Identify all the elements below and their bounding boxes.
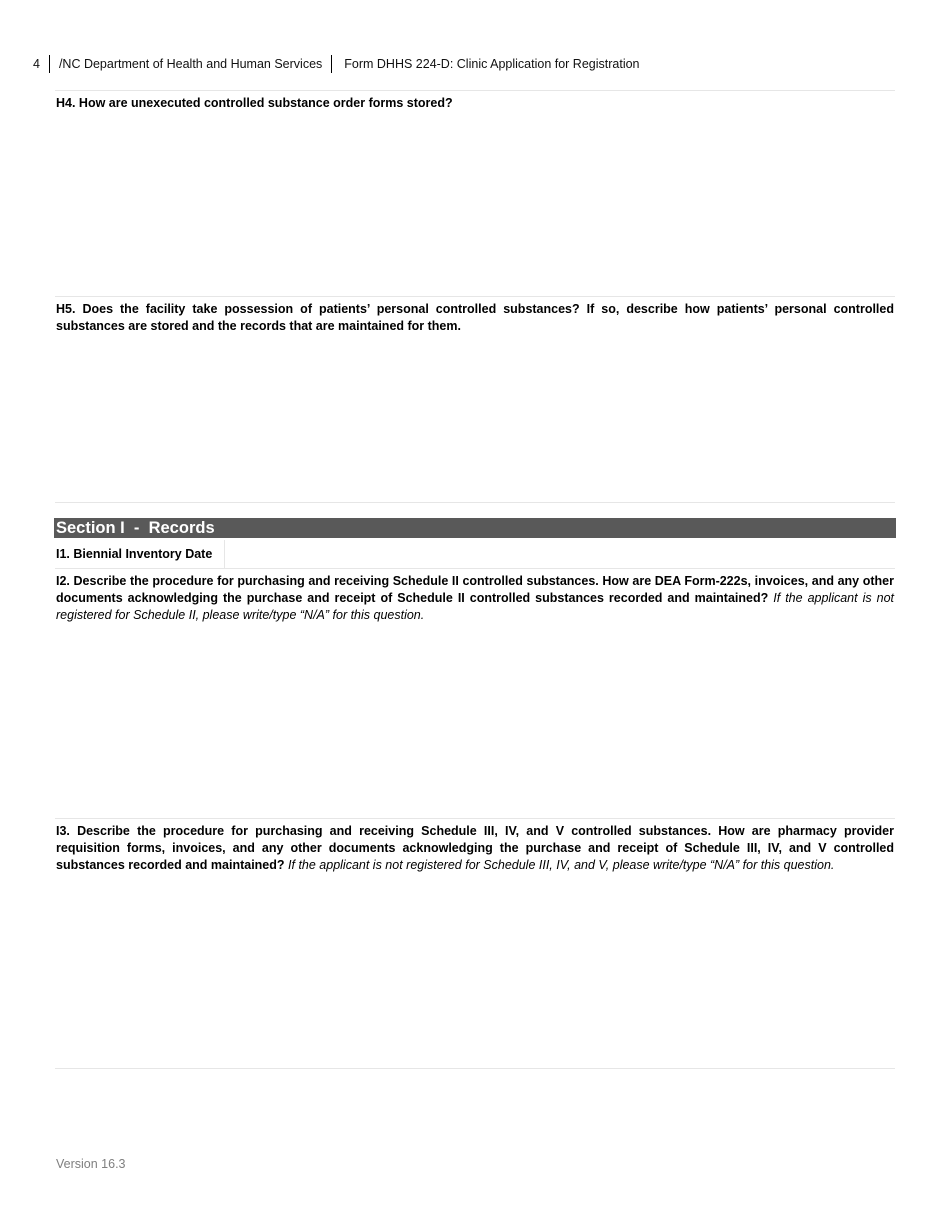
answer-i3-field[interactable] bbox=[55, 880, 895, 1065]
section-header bbox=[54, 518, 896, 538]
divider bbox=[55, 90, 895, 91]
answer-i2-field[interactable] bbox=[55, 630, 895, 815]
department-name: /NC Department of Health and Human Services bbox=[50, 55, 332, 73]
question-i3 bbox=[56, 823, 894, 874]
section-title: Section I - Records bbox=[56, 519, 215, 537]
question-i2-note: If the applicant is not registered for Schedule II, please write/type “N/A” for this question. bbox=[56, 591, 894, 622]
page-number: 4 bbox=[33, 55, 50, 73]
divider bbox=[55, 296, 895, 297]
question-h4 bbox=[56, 95, 894, 112]
divider bbox=[55, 818, 895, 819]
divider bbox=[55, 502, 895, 503]
question-h4-text: H4. How are unexecuted controlled substance order forms stored? bbox=[56, 96, 453, 110]
form-title: Form DHHS 224-D: Clinic Application for Registration bbox=[344, 57, 640, 71]
question-i2-text: I2. Describe the procedure for purchasing and receiving Schedule II controlled substances. How are DEA Form-222s, invoices, and any other documents acknowledging the purchase and receipt of Schedule II controlled substances recorded and maintained? bbox=[56, 574, 894, 605]
question-i3-text: I3. Describe the procedure for purchasing and receiving Schedule III, IV, and V controlled substances. How are pharmacy provider requisition forms, invoices, and any other documents acknowledging the purchase and receipt of Schedule III, IV, and V controlled substances recorded and maintained? bbox=[56, 824, 894, 872]
biennial-inventory-date-field[interactable] bbox=[225, 540, 895, 568]
question-i3-note: If the applicant is not registered for Schedule III, IV, and V, please write/type “N/A” for this question. bbox=[288, 858, 835, 872]
version-label: Version 16.3 bbox=[56, 1157, 126, 1171]
divider bbox=[55, 1068, 895, 1069]
question-i2 bbox=[56, 573, 894, 624]
page-header bbox=[33, 55, 640, 73]
question-h5-text: H5. Does the facility take possession of patients’ personal controlled substances? If so, describe how patients’ personal controlled substances are stored and the records that are maintained for them. bbox=[56, 302, 894, 333]
question-h5 bbox=[56, 301, 894, 335]
question-i1-label: I1. Biennial Inventory Date bbox=[56, 540, 225, 568]
question-i1-row bbox=[55, 540, 895, 569]
answer-h5-field[interactable] bbox=[55, 340, 895, 498]
answer-h4-field[interactable] bbox=[55, 115, 895, 293]
